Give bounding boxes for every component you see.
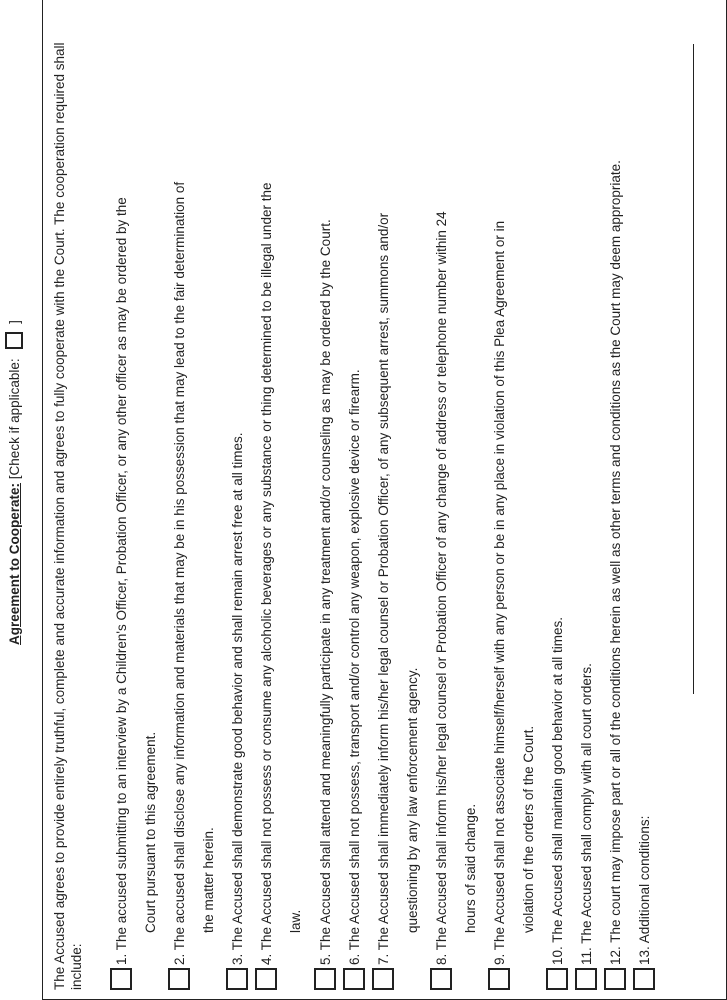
condition-9-line-2: violation of the orders of the Court. [521, 725, 536, 933]
condition-checkbox-12[interactable] [604, 968, 626, 990]
condition-6-text: 6. The Accused shall not possess, transport and/or control any weapon, explosive device or firearm. [347, 369, 362, 965]
check-instruction: [Check if applicable: [7, 358, 22, 480]
condition-2-line-2: the matter herein. [201, 827, 216, 933]
condition-1-line-2: Court pursuant to this agreement. [143, 731, 158, 933]
condition-1-line-1: 1. The accused submitting to an interview by a Children's Officer, Probation Officer, or any other officer as may be ordered by the [114, 197, 129, 965]
condition-13-text: 13. Additional conditions: [637, 815, 652, 965]
condition-4-line-1: 4. The Accused shall not possess or consume any alcoholic beverages or any substance or thing determined to be illegal under the [259, 182, 274, 965]
condition-checkbox-9[interactable] [488, 968, 510, 990]
intro-paragraph: The Accused agrees to provide entirely truthful, complete and accurate information and agrees to fully cooperate with the Court. The cooperation required shall include: [52, 42, 84, 990]
condition-checkbox-11[interactable] [575, 968, 597, 990]
agreement-header [2, 5, 28, 645]
condition-checkbox-3[interactable] [226, 968, 248, 990]
condition-9-line-1: 9. The Accused shall not associate himself/herself with any person or be in any place in violation of this Plea Agreement or in [492, 220, 507, 965]
condition-checkbox-5[interactable] [314, 968, 336, 990]
condition-7-line-1: 7. The Accused shall immediately inform his/her legal counsel or Probation Officer, of any subsequent arrest, summons and/or [376, 212, 391, 965]
condition-checkbox-7[interactable] [372, 968, 394, 990]
condition-checkbox-4[interactable] [255, 968, 277, 990]
condition-4-line-2: law. [288, 909, 303, 933]
additional-conditions-rule [693, 44, 694, 694]
agreement-checkbox[interactable] [5, 332, 23, 349]
condition-3-text: 3. The Accused shall demonstrate good behavior and shall remain arrest free at all times. [230, 432, 245, 965]
condition-checkbox-8[interactable] [430, 968, 452, 990]
condition-5-text: 5. The Accused shall attend and meaningfully participate in any treatment and/or counseling as may be ordered by the Court. [318, 219, 333, 965]
condition-8-line-2: hours of said change. [463, 803, 478, 933]
condition-checkbox-2[interactable] [168, 968, 190, 990]
condition-12-text: 12. The court may impose part or all of the conditions herein as well as other terms and conditions as the Court may deem appropriate. [608, 160, 623, 965]
condition-2-line-1: 2. The accused shall disclose any information and materials that may be in his possession that may lead to the fair determination of [172, 181, 187, 965]
agreement-label: Agreement to Cooperate: [7, 482, 22, 645]
condition-checkbox-10[interactable] [546, 968, 568, 990]
condition-8-line-1: 8. The Accused shall inform his/her legal counsel or Probation Officer of any change of address or telephone number within 24 [434, 211, 449, 965]
condition-10-text: 10. The Accused shall maintain good behavior at all times. [550, 617, 565, 965]
condition-checkbox-1[interactable] [110, 968, 132, 990]
check-close-bracket: ] [7, 320, 22, 324]
condition-11-text: 11. The Accused shall comply with all court orders. [579, 663, 594, 965]
condition-checkbox-6[interactable] [343, 968, 365, 990]
condition-checkbox-13[interactable] [633, 968, 655, 990]
conditions-frame [42, 0, 727, 1000]
condition-7-line-2: questioning by any law enforcement agency. [405, 667, 420, 933]
